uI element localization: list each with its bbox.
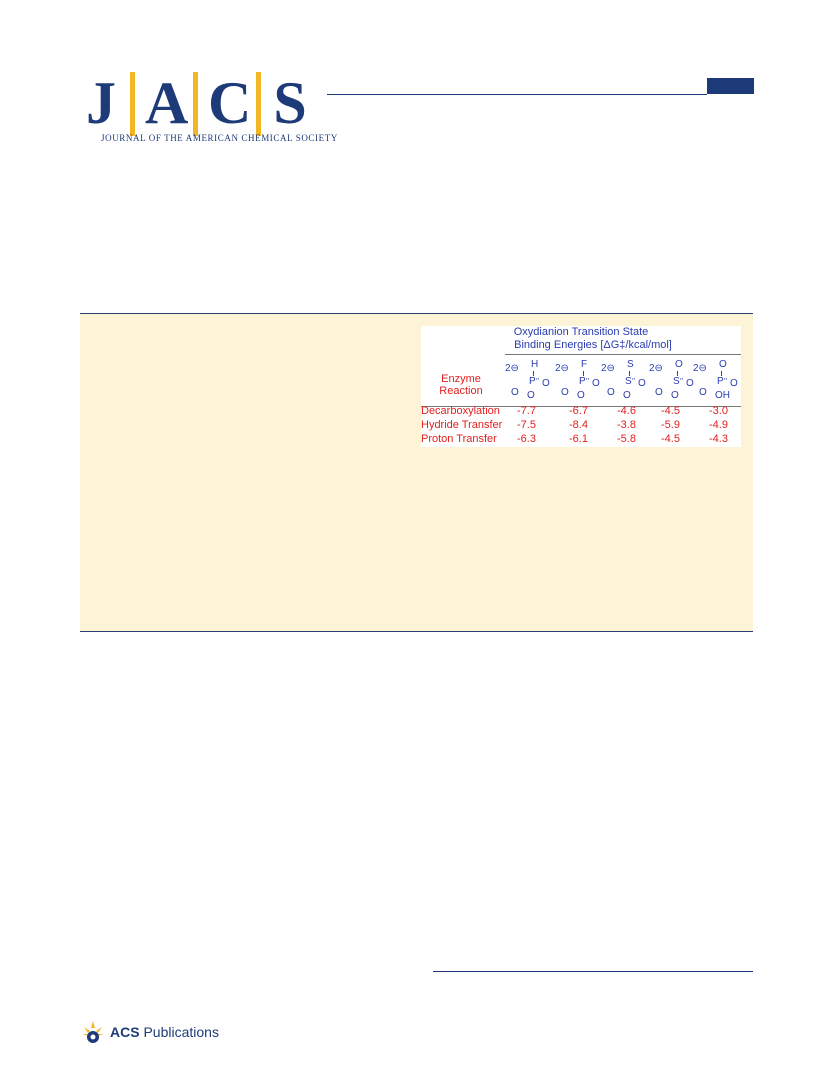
table-cell: -6.7: [569, 405, 588, 417]
table-cell: -6.1: [569, 433, 588, 445]
table-cell: -4.5: [661, 405, 680, 417]
table-cell: -4.5: [661, 433, 680, 445]
table-cell: -7.7: [517, 405, 536, 417]
table-row: [421, 404, 741, 418]
acs-publications-logo[interactable]: [80, 1018, 219, 1046]
reaction-name: Proton Transfer: [421, 433, 497, 445]
table-cell: -3.8: [617, 419, 636, 431]
dianion-structure: 2⊖ O S '' O O O: [649, 359, 694, 401]
table-cell: -3.0: [709, 405, 728, 417]
logo-divider: [130, 72, 135, 136]
logo-letter-a: A: [145, 70, 189, 136]
table-cell: -5.8: [617, 433, 636, 445]
footnote-rule: [433, 971, 753, 972]
journal-masthead: [82, 70, 754, 150]
jacs-logo[interactable]: [82, 70, 309, 136]
dianion-structure: 2⊖ H P '' O O O: [505, 359, 550, 401]
table-cell: -4.6: [617, 405, 636, 417]
table-row: [421, 432, 741, 446]
logo-letter-s: S: [273, 70, 307, 136]
masthead-rule: [327, 94, 707, 95]
dianion-structure: 2⊖ F P '' O O O: [555, 359, 600, 401]
acs-emblem-icon: [80, 1019, 106, 1045]
publisher-name: ACS Publications: [110, 1024, 219, 1040]
row-header-line2: Reaction: [439, 385, 483, 397]
row-header-line1: Enzyme: [441, 373, 481, 385]
table-row: [421, 418, 741, 432]
dianion-structure: 2⊖ S S '' O O O: [601, 359, 646, 401]
table-cell: -4.9: [709, 419, 728, 431]
table-cell: -5.9: [661, 419, 680, 431]
table-cell: -4.3: [709, 433, 728, 445]
table-cell: -6.3: [517, 433, 536, 445]
toc-graphic: [421, 326, 741, 447]
figure-title-line1: Oxydianion Transition State: [513, 326, 649, 338]
reaction-name: Decarboxylation: [421, 405, 500, 417]
article-type-tab: [707, 78, 754, 94]
figure-title-line2: Binding Energies [ΔG‡/kcal/mol]: [514, 339, 672, 351]
dianion-structure: 2⊖ O P '' O O OH: [693, 359, 738, 401]
logo-divider: [193, 72, 198, 136]
header-rule: [505, 354, 741, 355]
logo-letter-c: C: [208, 70, 252, 136]
reaction-name: Hydride Transfer: [421, 419, 503, 431]
logo-letter-j: J: [86, 70, 116, 136]
table-cell: -8.4: [569, 419, 588, 431]
table-cell: -7.5: [517, 419, 536, 431]
logo-divider: [256, 72, 261, 136]
journal-full-name: JOURNAL OF THE AMERICAN CHEMICAL SOCIETY: [101, 133, 338, 143]
